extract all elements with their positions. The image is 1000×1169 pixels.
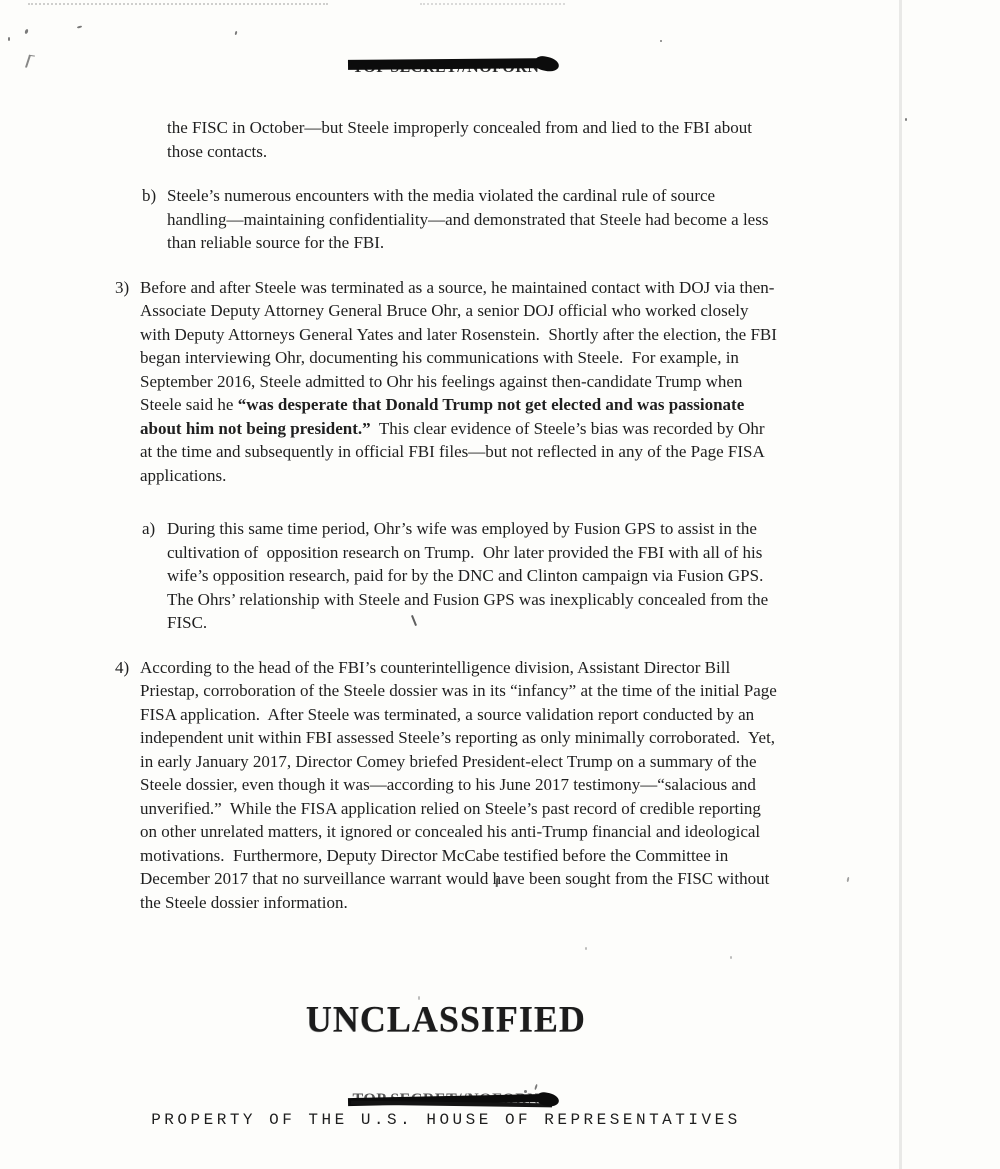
- paragraph-text: [167, 116, 777, 163]
- paragraph: [115, 184, 777, 255]
- scan-fold-line: [899, 0, 902, 1169]
- classification-footer-text: [353, 1090, 540, 1110]
- list-marker: a): [142, 519, 156, 538]
- classification-footer: [115, 1090, 777, 1110]
- paragraph-text: [140, 656, 782, 915]
- scan-edge-dots: [28, 3, 328, 5]
- list-marker: b): [142, 186, 157, 205]
- classification-header-text: [353, 58, 540, 78]
- document-body: [115, 116, 782, 914]
- redaction-strike: [347, 58, 547, 70]
- scan-artifact: [585, 947, 587, 950]
- paragraph: [115, 517, 777, 635]
- body-text: According to the head of the FBI’s counterintelligence division, Assistant Director Bill Priestap, corroboration of the Steele dossier was in its “infancy” at the time of the initial Page FISA application. After Steele was terminated, a source validation report conducted by an independent unit within FBI assessed Steele’s reporting as only minimally corroborated. Yet, in early January 2017, Director Comey briefed President-elect Trump on a summary of the Steele dossier, even though it was—according to his June 2017 testimony—“salacious and unverified.” While the FISA application relied on Steele’s past record of credible reporting on other unrelated matters, it ignored or concealed his anti-Trump financial and ideological motivations. Furthermore, Deputy Director McCabe testified before the Committee in December 2017 that no surveillance warrant would have been sought from the FISC without the Steele dossier information.: [140, 657, 782, 912]
- body-text: This clear evidence of Steele’s bias was recorded by Ohr at the time and subsequently in official FBI files—but not reflected in any of the Page FISA applications.: [140, 418, 769, 485]
- scan-artifact: [660, 40, 662, 42]
- paragraph-text: [167, 517, 777, 635]
- body-text: Before and after Steele was terminated as a source, he maintained contact with DOJ via then-Associate Deputy Attorney General Bruce Ohr, a senior DOJ official who worked closely with Deputy Attorneys General Yates and later Rosenstein. Shortly after the election, the FBI began interviewing Ohr, documenting his communications with Steele. For example, in September 2016, Steele admitted to Ohr his feelings against then-candidate Trump when Steele said he: [140, 277, 782, 414]
- bold-quote-text: “was desperate that Donald Trump not get elected and was passionate about him not being president.”: [140, 395, 749, 438]
- scan-artifact: [25, 55, 35, 68]
- list-marker: 4): [115, 657, 130, 677]
- paragraph: [115, 116, 777, 163]
- list-marker: [142, 116, 167, 163]
- unclassified-stamp: UNCLASSIFIED: [305, 998, 587, 1040]
- paragraph: [115, 276, 782, 488]
- property-footer: PROPERTY OF THE U.S. HOUSE OF REPRESENTATIVES: [151, 1111, 741, 1129]
- scan-artifact: [24, 29, 29, 35]
- paragraph: [115, 656, 782, 915]
- scan-artifact: [235, 31, 238, 35]
- scan-artifact: [77, 25, 82, 28]
- body-text: During this same time period, Ohr’s wife was employed by Fusion GPS to assist in the cultivation of opposition research on Trump. Ohr later provided the FBI with all of his wife’s opposition research, paid for by the DNC and Clinton campaign via Fusion GPS. The Ohrs’ relationship with Steele and Fusion GPS was inexplicably concealed from the FISC.: [167, 519, 773, 632]
- paragraph-text: [140, 276, 782, 488]
- classification-header: [115, 58, 777, 78]
- scan-artifact: [847, 877, 850, 882]
- list-marker: 3): [115, 277, 130, 297]
- body-text: Steele’s numerous encounters with the media violated the cardinal rule of source handling—maintaining confidentiality—and demonstrated that Steele had become a less than reliable source for the FBI.: [167, 186, 773, 252]
- paragraph-text: [167, 184, 777, 255]
- scan-edge-dots: [420, 3, 565, 5]
- scan-artifact: [8, 37, 10, 41]
- body-text: the FISC in October—but Steele improperly concealed from and lied to the FBI about those contacts.: [167, 118, 757, 161]
- scan-artifact: [905, 118, 907, 121]
- scan-artifact: [730, 956, 732, 959]
